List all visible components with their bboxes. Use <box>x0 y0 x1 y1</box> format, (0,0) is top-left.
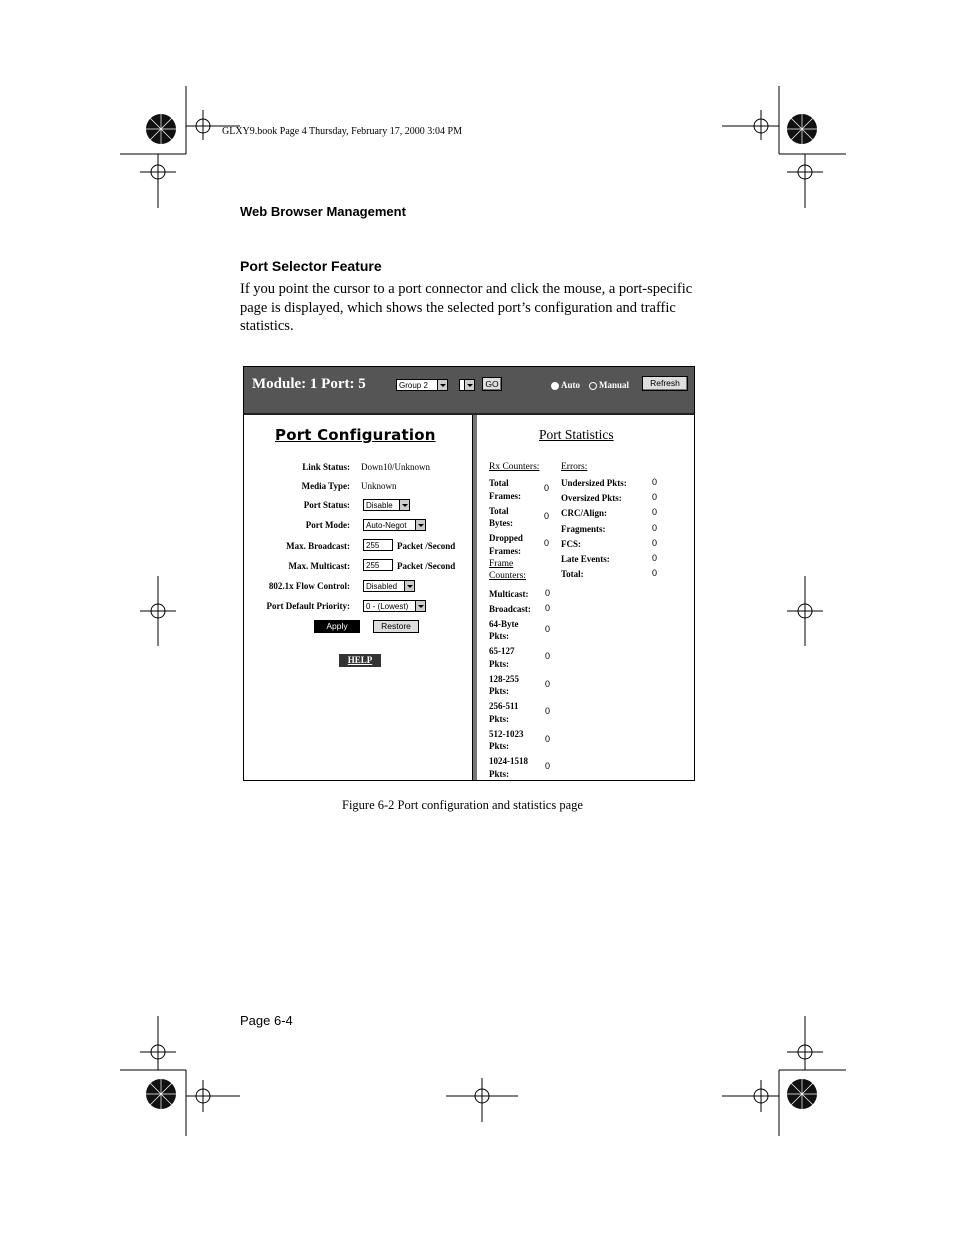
error-label: Fragments: <box>561 523 606 534</box>
auto-radio[interactable]: Auto <box>551 380 580 390</box>
module-port-title: Module: 1 Port: 5 <box>252 376 366 392</box>
chevron-down-icon <box>404 581 414 591</box>
port-status-label: Port Status: <box>303 500 350 510</box>
stat-value: 0 <box>544 510 550 521</box>
stat-label: Total Bytes: <box>489 505 513 528</box>
multicast-unit: Packet /Second <box>397 561 456 571</box>
port-configuration-panel <box>244 415 472 780</box>
figure-caption: Figure 6-2 Port configuration and statistics page <box>342 798 583 812</box>
stat-value: 0 <box>545 706 551 716</box>
error-value: 0 <box>652 507 658 518</box>
stat-label: Total Frames: <box>489 478 521 501</box>
max-broadcast-label: Max. Broadcast: <box>286 541 350 551</box>
stat-value: 0 <box>544 483 550 493</box>
stat-value: 0 <box>544 538 550 548</box>
error-value: 0 <box>652 537 658 548</box>
flow-control-select[interactable]: Disabled <box>363 580 415 592</box>
body-paragraph: If you point the cursor to a port connector and click the mouse, a port-specific page is displayed, which shows the selected port’s configuration and traffic statistics. <box>240 281 693 334</box>
radio-selected-icon <box>551 382 559 390</box>
stat-value: 0 <box>545 678 551 689</box>
help-button[interactable]: HELP <box>339 654 381 667</box>
chevron-down-icon <box>437 380 447 390</box>
stat-label: 64-Byte Pkts: <box>489 618 519 641</box>
error-value: 0 <box>652 553 658 563</box>
stat-value: 0 <box>545 602 551 613</box>
error-label: Undersized Pkts: <box>561 478 627 488</box>
figure-screenshot <box>243 366 695 781</box>
stat-label: 65-127 Pkts: <box>489 646 515 669</box>
apply-button[interactable]: Apply <box>314 620 360 633</box>
default-priority-label: Port Default Priority: <box>266 601 350 611</box>
refresh-button[interactable]: Refresh <box>642 376 688 391</box>
error-label: CRC/Align: <box>561 508 608 519</box>
port-mode-label: Port Mode: <box>305 520 350 530</box>
max-multicast-input[interactable]: 255 <box>363 559 393 571</box>
go-button[interactable]: GO <box>482 377 502 391</box>
media-type-value: Unknown <box>361 481 397 491</box>
chevron-down-icon <box>399 500 409 510</box>
port-statistics-panel <box>477 415 694 780</box>
media-type-label: Media Type: <box>301 481 350 491</box>
error-label: Oversized Pkts: <box>561 493 622 504</box>
stat-label: 256-511 Pkts: <box>489 701 519 724</box>
stat-label: 128-255 Pkts: <box>489 673 519 696</box>
manual-radio[interactable]: Manual <box>589 380 629 390</box>
error-value: 0 <box>652 522 658 533</box>
max-broadcast-input[interactable]: 255 <box>363 539 393 551</box>
port-select[interactable] <box>459 379 475 391</box>
broadcast-unit: Packet /Second <box>397 541 456 551</box>
port-status-select[interactable]: Disable <box>363 499 410 511</box>
radio-unselected-icon <box>589 382 597 390</box>
error-label: FCS: <box>561 538 581 549</box>
port-statistics-title: Port Statistics <box>539 427 614 442</box>
error-label: Late Events: <box>561 554 610 564</box>
page-number: Page 6-4 <box>240 1013 293 1028</box>
chevron-down-icon <box>464 380 474 390</box>
error-value: 0 <box>652 492 658 503</box>
stat-value: 0 <box>545 733 551 744</box>
chevron-down-icon <box>415 520 425 530</box>
link-status-value: Down10/Unknown <box>361 462 430 472</box>
flow-control-label: 802.1x Flow Control: <box>268 581 350 591</box>
port-configuration-title: Port Configuration <box>275 426 436 444</box>
port-mode-select[interactable]: Auto-Negot <box>363 519 426 531</box>
max-multicast-label: Max. Multicast: <box>288 561 350 571</box>
group-select[interactable]: Group 2 <box>396 379 448 391</box>
stat-value: 0 <box>545 587 551 598</box>
frame-counters-header: Frame Counters: <box>489 558 526 581</box>
default-priority-select[interactable]: 0 - (Lowest) <box>363 600 426 612</box>
stat-label: Broadcast: <box>489 603 531 614</box>
section-title: Port Selector Feature <box>240 258 382 274</box>
stat-label: Dropped Frames: <box>489 533 523 556</box>
rx-counters-header: Rx Counters: <box>489 462 540 472</box>
restore-button[interactable]: Restore <box>373 620 419 633</box>
stat-value: 0 <box>545 623 551 634</box>
stat-label: 512-1023 Pkts: <box>489 728 524 751</box>
running-head: Web Browser Management <box>240 204 406 219</box>
stat-value: 0 <box>545 651 551 661</box>
book-header: GLXY9.book Page 4 Thursday, February 17, 2000 3:04 PM <box>222 126 462 137</box>
error-value: 0 <box>652 477 658 487</box>
stat-label: 1024-1518 Pkts: <box>489 756 528 779</box>
chevron-down-icon <box>415 601 425 611</box>
link-status-label: Link Status: <box>302 462 350 472</box>
error-value: 0 <box>652 568 658 579</box>
top-bar <box>244 367 694 415</box>
errors-header: Errors: <box>561 462 588 472</box>
stat-value: 0 <box>545 761 551 771</box>
stat-label: Multicast: <box>489 588 529 599</box>
error-label: Total: <box>561 569 584 580</box>
